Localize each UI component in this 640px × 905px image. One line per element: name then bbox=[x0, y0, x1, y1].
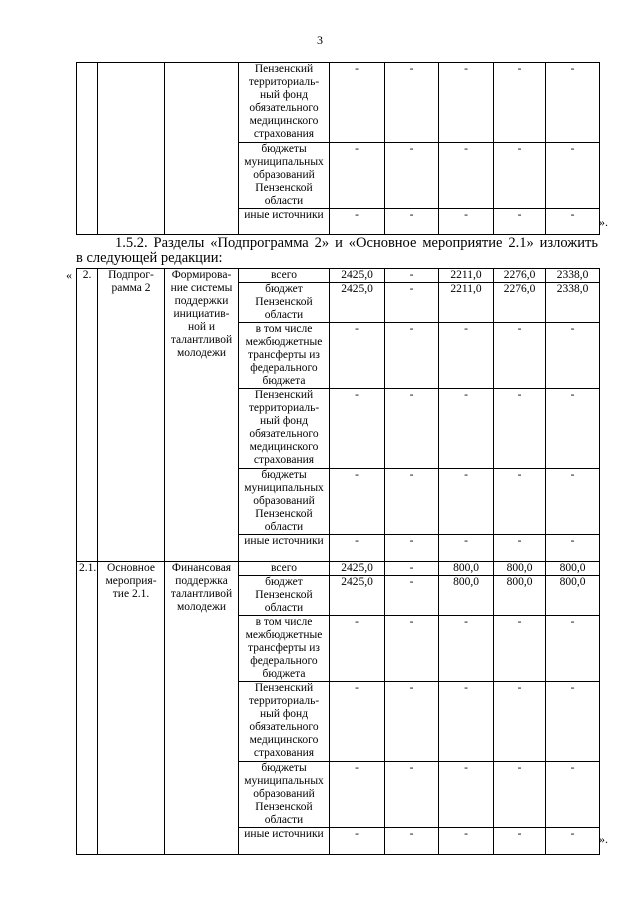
value-cell: - bbox=[385, 469, 439, 535]
value-cell: - bbox=[385, 143, 439, 209]
closing-quote: ». bbox=[599, 832, 608, 846]
source-cell: всего bbox=[239, 269, 330, 283]
value-cell: 800,0 bbox=[494, 562, 546, 576]
value-cell: - bbox=[385, 562, 439, 576]
value-cell: - bbox=[439, 323, 494, 389]
value-cell: - bbox=[494, 209, 546, 235]
empty-name-cell bbox=[98, 63, 165, 235]
value-cell: - bbox=[494, 828, 546, 855]
value-cell: 2338,0 bbox=[546, 283, 600, 323]
value-cell: - bbox=[546, 762, 600, 828]
value-cell: - bbox=[439, 762, 494, 828]
value-cell: 2211,0 bbox=[439, 269, 494, 283]
row-number: 2.1. bbox=[77, 562, 98, 855]
value-cell: 800,0 bbox=[546, 562, 600, 576]
funding-table-continuation bbox=[76, 62, 600, 235]
value-cell: - bbox=[330, 209, 385, 235]
value-cell: - bbox=[439, 828, 494, 855]
closing-quote: ». bbox=[599, 215, 608, 229]
value-cell: - bbox=[439, 535, 494, 562]
value-cell: - bbox=[546, 63, 600, 143]
value-cell: - bbox=[330, 535, 385, 562]
value-cell: - bbox=[546, 209, 600, 235]
program-name: Подпрог-рамма 2 bbox=[98, 269, 165, 562]
value-cell: - bbox=[494, 389, 546, 469]
value-cell: - bbox=[330, 63, 385, 143]
table-row bbox=[77, 269, 600, 283]
empty-num-cell bbox=[77, 63, 98, 235]
value-cell: - bbox=[546, 323, 600, 389]
row-number: 2. bbox=[77, 269, 98, 562]
value-cell: 2425,0 bbox=[330, 283, 385, 323]
value-cell: - bbox=[385, 576, 439, 616]
source-cell: бюджет Пензенской области bbox=[239, 576, 330, 616]
value-cell: 2425,0 bbox=[330, 562, 385, 576]
source-cell: Пензенский территориаль-ный фонд обязательного медицинского страхования bbox=[239, 63, 330, 143]
value-cell: - bbox=[330, 616, 385, 682]
value-cell: - bbox=[385, 682, 439, 762]
source-cell: бюджеты муниципальных образований Пензенской области bbox=[239, 143, 330, 209]
value-cell: 2211,0 bbox=[439, 283, 494, 323]
value-cell: 2425,0 bbox=[330, 576, 385, 616]
source-cell: иные источники bbox=[239, 828, 330, 855]
value-cell: 2425,0 bbox=[330, 269, 385, 283]
value-cell: - bbox=[439, 389, 494, 469]
value-cell: - bbox=[494, 323, 546, 389]
source-cell: бюджеты муниципальных образований Пензенской области bbox=[239, 469, 330, 535]
source-cell: иные источники bbox=[239, 209, 330, 235]
value-cell: - bbox=[385, 762, 439, 828]
value-cell: - bbox=[546, 828, 600, 855]
value-cell: 800,0 bbox=[439, 562, 494, 576]
source-cell: бюджеты муниципальных образований Пензенской области bbox=[239, 762, 330, 828]
value-cell: - bbox=[330, 389, 385, 469]
value-cell: 800,0 bbox=[439, 576, 494, 616]
source-cell: Пензенский территориаль-ный фонд обязательного медицинского страхования bbox=[239, 389, 330, 469]
value-cell: - bbox=[385, 63, 439, 143]
value-cell: - bbox=[546, 535, 600, 562]
value-cell: - bbox=[439, 682, 494, 762]
value-cell: 2338,0 bbox=[546, 269, 600, 283]
value-cell: 2276,0 bbox=[494, 283, 546, 323]
value-cell: - bbox=[494, 616, 546, 682]
value-cell: - bbox=[494, 63, 546, 143]
program-goal: Финансовая поддержка талантливой молодежи bbox=[165, 562, 239, 855]
source-cell: Пензенский территориаль-ный фонд обязательного медицинского страхования bbox=[239, 682, 330, 762]
value-cell: - bbox=[330, 682, 385, 762]
value-cell: - bbox=[494, 469, 546, 535]
value-cell: - bbox=[546, 389, 600, 469]
value-cell: 2276,0 bbox=[494, 269, 546, 283]
value-cell: - bbox=[330, 469, 385, 535]
funding-table-new-edition bbox=[76, 268, 600, 855]
value-cell: - bbox=[385, 828, 439, 855]
value-cell: - bbox=[385, 209, 439, 235]
value-cell: - bbox=[385, 269, 439, 283]
value-cell: - bbox=[330, 762, 385, 828]
value-cell: - bbox=[439, 616, 494, 682]
source-cell: бюджет Пензенской области bbox=[239, 283, 330, 323]
program-name: Основное мероприя-тие 2.1. bbox=[98, 562, 165, 855]
empty-goal-cell bbox=[165, 63, 239, 235]
value-cell: - bbox=[330, 828, 385, 855]
source-cell: в том числе межбюджетные трансферты из федерального бюджета bbox=[239, 616, 330, 682]
value-cell: - bbox=[494, 535, 546, 562]
source-cell: в том числе межбюджетные трансферты из федерального бюджета bbox=[239, 323, 330, 389]
value-cell: - bbox=[546, 469, 600, 535]
value-cell: 800,0 bbox=[546, 576, 600, 616]
value-cell: - bbox=[385, 535, 439, 562]
value-cell: - bbox=[546, 143, 600, 209]
source-cell: всего bbox=[239, 562, 330, 576]
value-cell: - bbox=[385, 616, 439, 682]
table-row bbox=[77, 562, 600, 576]
value-cell: - bbox=[439, 63, 494, 143]
program-goal: Формирова-ние системы поддержки инициатив-ной и талантливой молодежи bbox=[165, 269, 239, 562]
value-cell: - bbox=[494, 143, 546, 209]
source-cell: иные источники bbox=[239, 535, 330, 562]
value-cell: - bbox=[494, 762, 546, 828]
value-cell: - bbox=[439, 143, 494, 209]
amendment-paragraph-line-1: 1.5.2. Разделы «Подпрограмма 2» и «Основное мероприятие 2.1» изложить bbox=[115, 235, 598, 251]
table-row bbox=[77, 63, 600, 143]
value-cell: 800,0 bbox=[494, 576, 546, 616]
value-cell: - bbox=[330, 143, 385, 209]
value-cell: - bbox=[385, 283, 439, 323]
value-cell: - bbox=[385, 389, 439, 469]
page-number: 3 bbox=[317, 33, 323, 47]
value-cell: - bbox=[330, 323, 385, 389]
value-cell: - bbox=[439, 469, 494, 535]
value-cell: - bbox=[546, 682, 600, 762]
value-cell: - bbox=[439, 209, 494, 235]
amendment-paragraph-line-2: в следующей редакции: bbox=[76, 250, 223, 266]
value-cell: - bbox=[546, 616, 600, 682]
value-cell: - bbox=[494, 682, 546, 762]
value-cell: - bbox=[385, 323, 439, 389]
opening-quote: « bbox=[66, 268, 72, 282]
